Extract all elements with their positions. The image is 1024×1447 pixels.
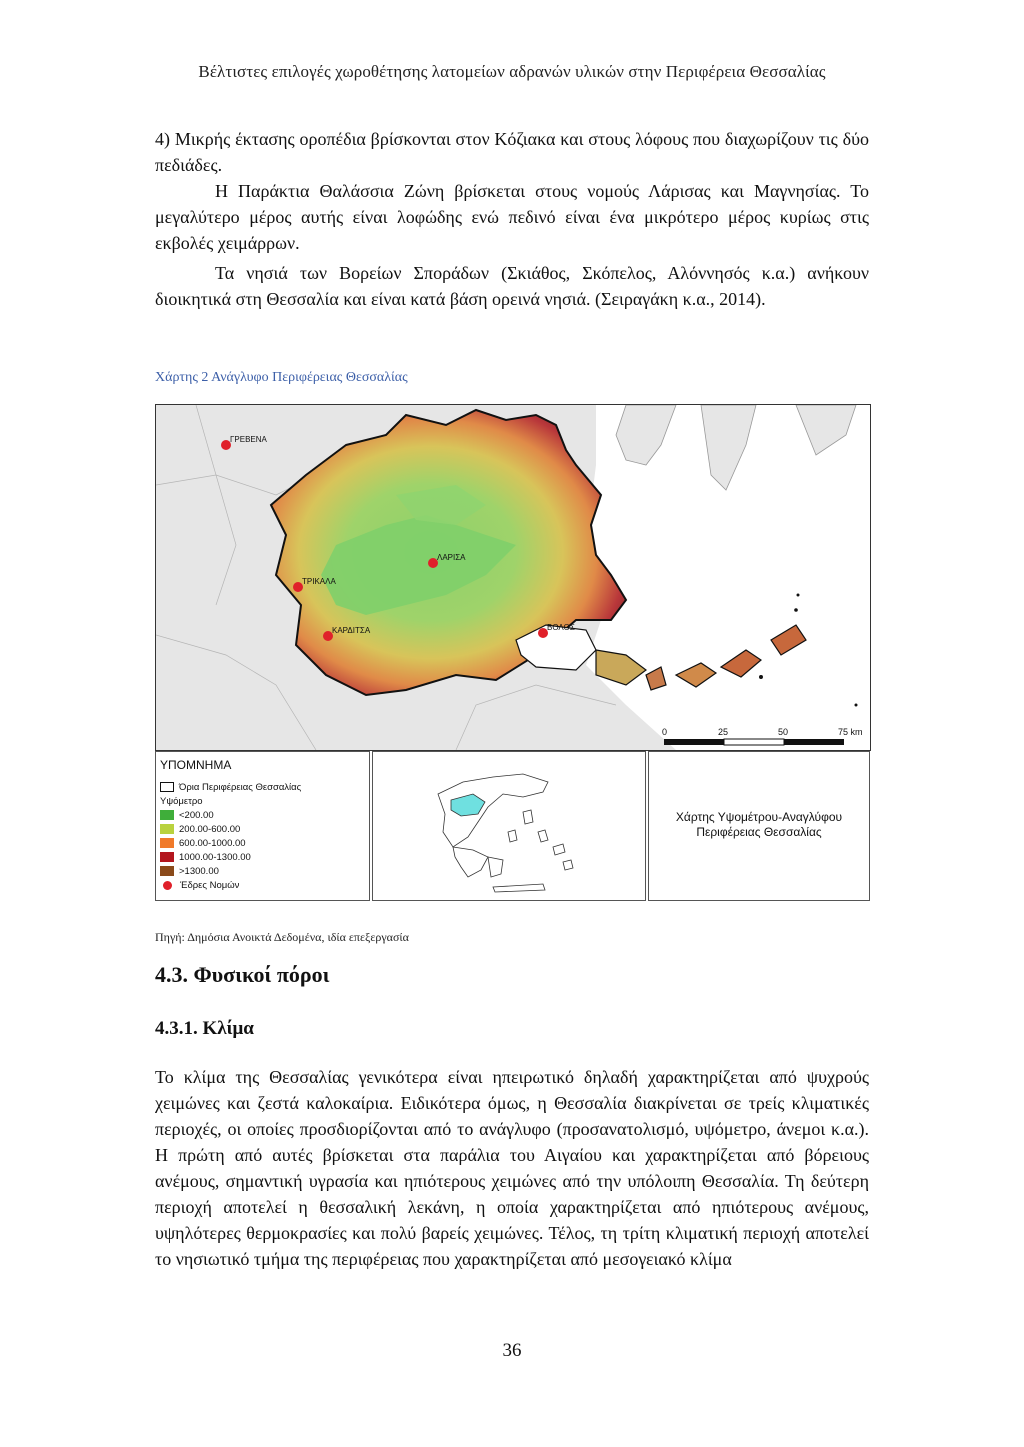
figure-caption: Χάρτης 2 Ανάγλυφο Περιφέρειας Θεσσαλίας (155, 370, 408, 385)
scale-label-50: 50 (778, 727, 789, 737)
legend-seats-label: Έδρες Νομών (180, 879, 240, 891)
legend-class-1-label: <200.00 (179, 809, 214, 821)
scale-label-25: 25 (718, 727, 729, 737)
paragraph-plateaus: 4) Μικρής έκτασης οροπέδια βρίσκονται στον Κόζιακα και στους λόφους που διαχωρίζουν τις δύο πεδιάδες. (155, 129, 869, 175)
city-label-grevena: ΓΡΕΒΕΝΑ (230, 435, 267, 444)
swatch-green (160, 810, 174, 820)
city-label-trikala: ΤΡΙΚΑΛΑ (302, 577, 336, 586)
subsection-heading: 4.3.1. Κλίμα (155, 1018, 254, 1039)
legend-row-class-4 (160, 850, 301, 864)
city-label-volos: ΒΟΛΟΣ (547, 623, 575, 632)
legend-row-class-2 (160, 822, 301, 836)
paragraph-coastal-zone: Η Παράκτια Θαλάσσια Ζώνη βρίσκεται στους νομούς Λάρισας και Μαγνησίας. Το μεγαλύτερο μέρος αυτής είναι λοφώδης ενώ πεδινό είναι ένα μικρότερο μέρος κυρίως στις εκβολές χειμάρρων. (155, 181, 869, 253)
legend-class-5-label: >1300.00 (179, 865, 219, 877)
map-title: Χάρτης Υψομέτρου-Αναγλύφου Περιφέρειας Θεσσαλίας (675, 810, 843, 839)
legend-row-class-1 (160, 808, 301, 822)
legend-class-3-label: 600.00-1000.00 (179, 837, 246, 849)
section-heading: 4.3. Φυσικοί πόροι (155, 962, 330, 987)
legend-row-boundary (160, 780, 301, 794)
legend-row-class-3 (160, 836, 301, 850)
climate-paragraph: Το κλίμα της Θεσσαλίας γενικότερα είναι ηπειρωτικό δηλαδή χαρακτηρίζεται από ψυχρούς χειμώνες και ζεστά καλοκαίρια. Ειδικότερα όμως, η Θεσσαλία διακρίνεται σε τρείς κλιματικές περιοχές, οι οποίες προσδιορίζονται από το ανάγλυφο (προσανατολισμό, υψόμετρο, άνεμοι κ.α.). Η πρώτη από αυτές βρίσκεται στα παράλια του Αιγαίου και χαρακτηρίζεται από βόρειους ανέμους, σημαντική υγρασία και ηπιότερους χειμώνες από την υπόλοιπη Θεσσαλία. Τη δεύτερη περιοχή αποτελεί η θεσσαλική λεκάνη, η οποία χαρακτηρίζεται από ηπιότερους ανέμους, υψηλότερες θερμοκρασίες και πολύ βαρείς χειμώνες. Τέλος, τη τρίτη κλιματική περιοχή αποτελεί το νησιωτικό τμήμα της περιφέρειας που χαρακτηρίζεται από μεσογειακό κλίμα (155, 1067, 869, 1269)
paragraph-sporades: Τα νησιά των Βορείων Σποράδων (Σκιάθος, Σκόπελος, Αλόννησός κ.α.) ανήκουν διοικητικά στη Θεσσαλία και είναι κατά βάση ορεινά νησιά. (Σειραγάκη κ.α., 2014). (155, 263, 869, 309)
legend-class-2-label: 200.00-600.00 (179, 823, 241, 835)
map-title-panel (648, 751, 870, 901)
relief-map-svg (156, 405, 870, 750)
scale-label-75: 75 km (838, 727, 863, 737)
legend-elevation-title: Υψόμετρο (160, 795, 203, 807)
swatch-orange (160, 838, 174, 848)
scale-label-0: 0 (662, 727, 668, 737)
greece-inset-map (373, 752, 645, 900)
figure-source: Πηγή: Δημόσια Ανοικτά Δεδομένα, ιδία επεξεργασία (155, 930, 409, 944)
city-label-karditsa: ΚΑΡΔΙΤΣΑ (332, 626, 371, 635)
city-label-larisa: ΛΑΡΙΣΑ (437, 553, 466, 562)
swatch-red (160, 852, 174, 862)
legend-boundary-label: Όρια Περιφέρειας Θεσσαλίας (179, 781, 302, 793)
inset-map-panel (372, 751, 646, 901)
swatch-brown (160, 866, 174, 876)
legend-row-seats (160, 878, 301, 892)
legend-title: ΥΠΟΜΝΗΜΑ (160, 758, 232, 772)
boundary-swatch (160, 782, 174, 792)
running-header: Βέλτιστες επιλογές χωροθέτησης λατομείων αδρανών υλικών στην Περιφέρεια Θεσσαλίας (198, 62, 826, 81)
seat-dot-icon (163, 881, 172, 890)
legend-class-4-label: 1000.00-1300.00 (179, 851, 251, 863)
page-number: 36 (502, 1340, 522, 1361)
legend-row-class-5 (160, 864, 301, 878)
relief-map (155, 404, 871, 751)
swatch-yellow-green (160, 824, 174, 834)
legend-panel (155, 751, 370, 901)
